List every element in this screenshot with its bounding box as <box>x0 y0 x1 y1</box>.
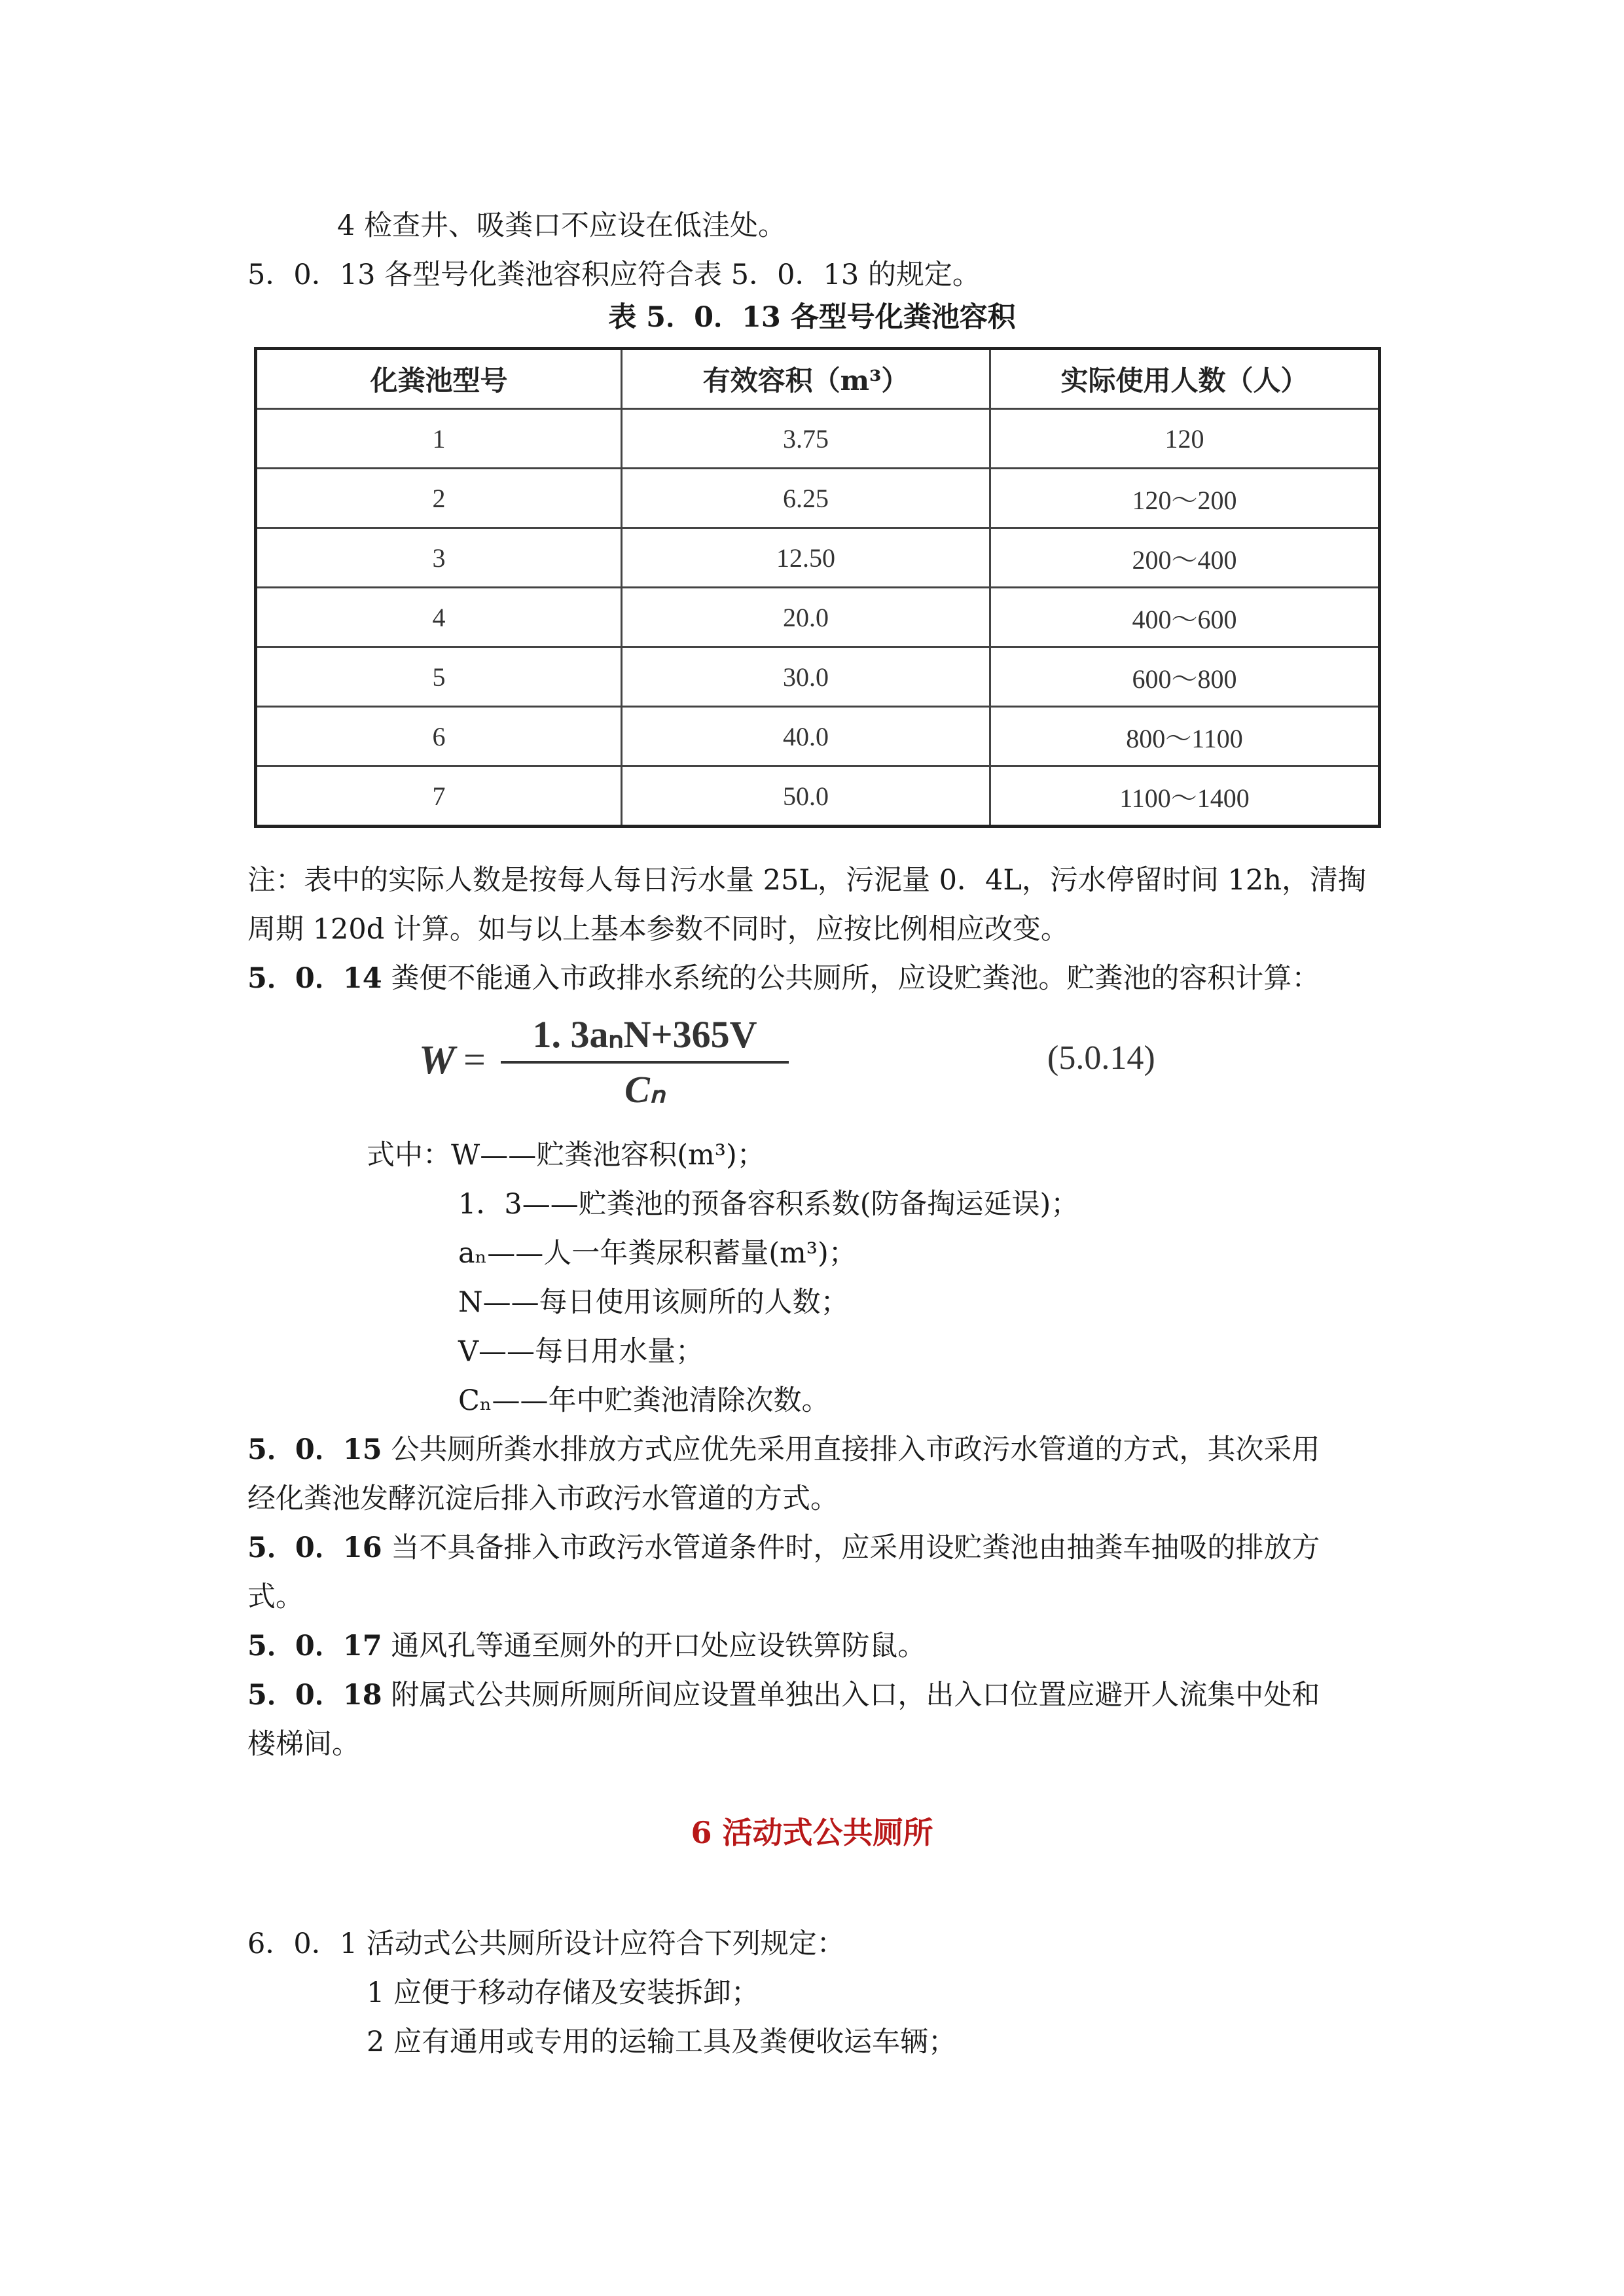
clause-6-0-1: 6．0．1 活动式公共厕所设计应符合下列规定： <box>247 1928 845 1960</box>
formula-lhs: W <box>419 1038 456 1083</box>
clause-5-0-17 <box>247 1626 926 1666</box>
table-row <box>256 409 1380 469</box>
clause-number: 5．0．13 <box>247 259 376 291</box>
clause-number: 5．0．18 <box>247 1679 382 1712</box>
header-model: 化粪池型号 <box>256 349 622 409</box>
cell-users: 120 <box>990 409 1380 469</box>
where-coefficient: 1．3——贮粪池的预备容积系数(防备掏运延误)； <box>458 1188 1079 1221</box>
table-note-line-2: 周期 120d 计算。如与以上基本参数不同时，应按比例相应改变。 <box>247 913 1069 946</box>
formula-equals: = <box>463 1038 486 1081</box>
cell-model: 6 <box>256 707 622 766</box>
item-4-text: 4 检查井、吸粪口不应设在低洼处。 <box>337 209 787 242</box>
table-row <box>256 528 1380 588</box>
clause-text: 粪便不能通入市政排水系统的公共厕所，应设贮粪池。贮粪池的容积计算： <box>382 962 1320 995</box>
clause-number: 5．0．14 <box>247 962 382 995</box>
clause-5-0-16-line-2: 式。 <box>247 1581 304 1613</box>
clause-text: 各型号化粪池容积应符合表 5．0．13 的规定。 <box>375 259 981 291</box>
cell-users: 120～200 <box>990 469 1380 528</box>
cell-users: 800～1100 <box>990 707 1380 766</box>
where-v: V——每日用水量； <box>458 1335 704 1368</box>
header-users: 实际使用人数（人） <box>990 349 1380 409</box>
septic-tank-table <box>254 347 1381 828</box>
cell-model: 7 <box>256 766 622 827</box>
cell-users: 400～600 <box>990 588 1380 647</box>
cell-model: 3 <box>256 528 622 588</box>
where-an: aₙ——人一年粪尿积蓄量(m³)； <box>458 1237 857 1270</box>
clause-number: 5．0．15 <box>247 1433 382 1466</box>
clause-5-0-15-line-1 <box>247 1430 1320 1469</box>
table-row <box>256 647 1380 707</box>
clause-text: 通风孔等通至厕外的开口处应设铁箅防鼠。 <box>382 1630 926 1662</box>
clause-number: 5．0．16 <box>247 1532 382 1564</box>
cell-model: 5 <box>256 647 622 707</box>
clause-5-0-15-line-2: 经化粪池发酵沉淀后排入市政污水管道的方式。 <box>247 1482 839 1515</box>
cell-volume: 30.0 <box>622 647 990 707</box>
cell-volume: 40.0 <box>622 707 990 766</box>
clause-5-0-18-line-1 <box>247 1676 1320 1715</box>
clause-text: 当不具备排入市政污水管道条件时，应采用设贮粪池由抽粪车抽吸的排放方 <box>382 1532 1320 1564</box>
cell-volume: 6.25 <box>622 469 990 528</box>
formula-denominator: Cₙ <box>624 1068 665 1111</box>
table-header-row <box>256 349 1380 409</box>
table-row <box>256 707 1380 766</box>
cell-model: 4 <box>256 588 622 647</box>
item-1-text: 1 应便于移动存储及安装拆卸； <box>367 1977 760 2009</box>
clause-number: 5．0．17 <box>247 1630 382 1662</box>
where-w: 式中：W——贮粪池容积(m³)； <box>367 1139 765 1172</box>
table-row <box>256 469 1380 528</box>
clause-text: 附属式公共厕所厕所间应设置单独出入口，出入口位置应避开人流集中处和 <box>382 1679 1320 1712</box>
item-2-text: 2 应有通用或专用的运输工具及粪便收运车辆； <box>367 2026 957 2058</box>
clause-5-0-16-line-1 <box>247 1528 1320 1568</box>
cell-users: 1100～1400 <box>990 766 1380 827</box>
clause-5-0-13 <box>247 255 981 295</box>
clause-text: 公共厕所粪水排放方式应优先采用直接排入市政污水管道的方式，其次采用 <box>382 1433 1320 1466</box>
cell-model: 1 <box>256 409 622 469</box>
clause-5-0-14 <box>247 959 1320 998</box>
table-title: 表 5．0．13 各型号化粪池容积 <box>608 301 1016 334</box>
table-note-line-1: 注：表中的实际人数是按每人每日污水量 25L，污泥量 0．4L，污水停留时间 12h，清掏 <box>247 864 1366 897</box>
formula-number: (5.0.14) <box>1047 1039 1155 1077</box>
formula-numerator: 1. 3aₙN+365V <box>532 1013 757 1056</box>
cell-users: 600～800 <box>990 647 1380 707</box>
cell-model: 2 <box>256 469 622 528</box>
section-6-title: 6 活动式公共厕所 <box>691 1815 933 1850</box>
cell-volume: 50.0 <box>622 766 990 827</box>
cell-volume: 12.50 <box>622 528 990 588</box>
where-n: N——每日使用该厕所的人数； <box>458 1286 849 1319</box>
fraction-bar <box>501 1061 789 1064</box>
table-row <box>256 588 1380 647</box>
formula-fraction <box>501 1011 789 1113</box>
header-volume: 有效容积（m³） <box>622 349 990 409</box>
table-row <box>256 766 1380 827</box>
cell-users: 200～400 <box>990 528 1380 588</box>
clause-5-0-18-line-2: 楼梯间。 <box>247 1728 360 1761</box>
cell-volume: 3.75 <box>622 409 990 469</box>
cell-volume: 20.0 <box>622 588 990 647</box>
where-cn: Cₙ——年中贮粪池清除次数。 <box>458 1384 830 1417</box>
